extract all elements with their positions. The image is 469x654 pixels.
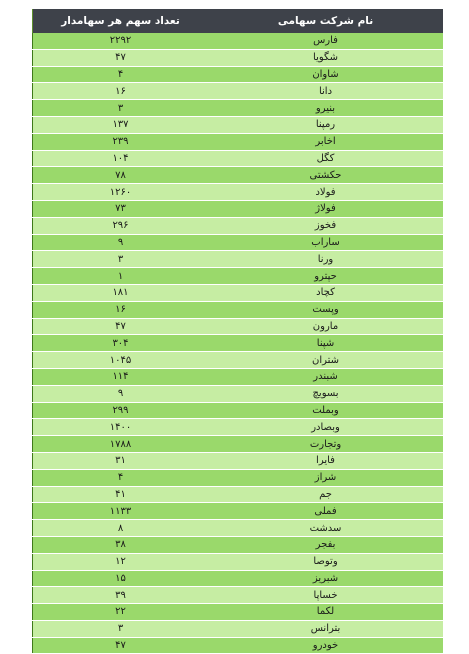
table-row (32, 184, 443, 201)
shares-cell: ۱۲۶۰ (32, 184, 208, 200)
table-row (32, 604, 443, 621)
company-cell: ورنا (317, 253, 334, 265)
shares-cell: ۳ (32, 251, 208, 267)
shares-cell: ۸ (32, 520, 208, 536)
company-cell: بنیرو (315, 102, 336, 114)
table-row (32, 134, 443, 151)
table-row (32, 587, 443, 604)
shares-cell: ۳ (32, 100, 208, 116)
company-cell: وبملت (312, 404, 339, 416)
company-cell: فولاژ (315, 203, 336, 215)
shares-cell: ۱۰۴ (32, 151, 208, 167)
table-row (32, 50, 443, 67)
table-row (32, 621, 443, 638)
table-row (32, 453, 443, 470)
shares-cell: ۹ (32, 386, 208, 402)
table-row (32, 268, 443, 285)
table-row (32, 100, 443, 117)
table-row (32, 487, 443, 504)
table-row (32, 67, 443, 84)
company-cell: شراز (314, 472, 337, 484)
company-cell: فولاد (315, 186, 336, 198)
company-cell: شبریز (312, 572, 339, 584)
company-cell: فارس (313, 35, 338, 47)
table-row (32, 167, 443, 184)
shares-cell: ۱۷۸۸ (32, 436, 208, 452)
table-row (32, 218, 443, 235)
company-cell: خودرو (312, 640, 339, 652)
shares-cell: ۲۲ (32, 604, 208, 620)
shares-cell: ۲۹۹ (32, 403, 208, 419)
table-row (32, 503, 443, 520)
table-row (32, 151, 443, 168)
company-cell: فخوز (314, 220, 337, 232)
shares-cell: ۱۵ (32, 571, 208, 587)
company-cell: کچاد (316, 287, 335, 299)
company-cell: دانا (318, 85, 333, 97)
table-row (32, 83, 443, 100)
shares-cell: ۲۳۹ (32, 134, 208, 150)
company-cell: وپست (312, 304, 339, 316)
shares-cell: ۳۱ (32, 453, 208, 469)
table-row (32, 201, 443, 218)
company-cell: لکما (316, 606, 335, 618)
shares-cell: ۱۶ (32, 302, 208, 318)
company-cell: ساراب (311, 236, 340, 248)
shares-cell: ۱۰۴۵ (32, 352, 208, 368)
company-cell: شبندر (313, 371, 338, 383)
company-cell: حکشتی (309, 169, 342, 181)
table-row (32, 419, 443, 436)
shares-cell: ۳۸ (32, 537, 208, 553)
company-cell: جم (319, 488, 332, 500)
company-cell: وتوصا (313, 556, 338, 568)
shares-cell: ۱ (32, 268, 208, 284)
shares-cell: ۱۶ (32, 83, 208, 99)
company-cell: وتجارت (309, 438, 342, 450)
company-cell: بفجر (315, 539, 336, 551)
shares-cell: ۱۱۳۳ (32, 503, 208, 519)
shares-cell: ۴۷ (32, 50, 208, 66)
table-row (32, 352, 443, 369)
shares-cell: ۹ (32, 235, 208, 251)
shares-cell: ۷۸ (32, 167, 208, 183)
shares-cell: ۴۷ (32, 319, 208, 335)
company-cell: مارون (312, 320, 339, 332)
company-cell: سدشت (309, 522, 342, 534)
table-row (32, 335, 443, 352)
table-row (32, 33, 443, 50)
table-row (32, 117, 443, 134)
shares-cell: ۱۳۷ (32, 117, 208, 133)
table-row (32, 470, 443, 487)
company-cell: فایرا (316, 455, 335, 467)
company-cell: وبصادر (311, 421, 340, 433)
shares-cell: ۲۲۹۲ (32, 33, 208, 49)
shares-cell: ۱۴۰۰ (32, 419, 208, 435)
shares-cell: ۴ (32, 470, 208, 486)
table-row (32, 554, 443, 571)
table-row (32, 537, 443, 554)
table-row (32, 369, 443, 386)
company-cell: بترانس (310, 623, 341, 635)
shares-column-header: تعداد سهم هر سهامدار (32, 9, 208, 33)
shares-cell: ۲۹۶ (32, 218, 208, 234)
table-row (32, 302, 443, 319)
shares-cell: ۴۱ (32, 487, 208, 503)
company-cell: کگل (316, 152, 335, 164)
company-cell: حپترو (314, 270, 337, 282)
shares-cell: ۱۱۴ (32, 369, 208, 385)
shares-cell: ۳۰۴ (32, 335, 208, 351)
table-row (32, 251, 443, 268)
table-row (32, 638, 443, 654)
table-row (32, 520, 443, 537)
company-cell: فملی (314, 505, 337, 517)
table-row (32, 403, 443, 420)
table-row (32, 436, 443, 453)
company-cell: اخابر (315, 136, 336, 148)
shares-cell: ۷۳ (32, 201, 208, 217)
shareholder-table (32, 9, 443, 654)
company-cell: شگویا (313, 52, 338, 64)
company-column-header: نام شرکت سهامی (277, 15, 374, 27)
shares-cell: ۳۹ (32, 587, 208, 603)
shares-cell: ۱۲ (32, 554, 208, 570)
table-header (32, 9, 443, 33)
company-cell: رمپنا (315, 119, 336, 131)
company-cell: شپنا (316, 337, 335, 349)
shares-cell: ۴ (32, 67, 208, 83)
table-row (32, 386, 443, 403)
table-row (32, 285, 443, 302)
shares-cell: ۳ (32, 621, 208, 637)
table-body (32, 33, 443, 654)
shares-cell: ۴۷ (32, 638, 208, 654)
company-cell: بسویچ (312, 388, 339, 400)
table-row (32, 235, 443, 252)
company-cell: شتران (311, 354, 340, 366)
table-row (32, 571, 443, 588)
table-row (32, 319, 443, 336)
company-cell: شاوان (312, 68, 339, 80)
shares-cell: ۱۸۱ (32, 285, 208, 301)
company-cell: خساپا (313, 589, 338, 601)
